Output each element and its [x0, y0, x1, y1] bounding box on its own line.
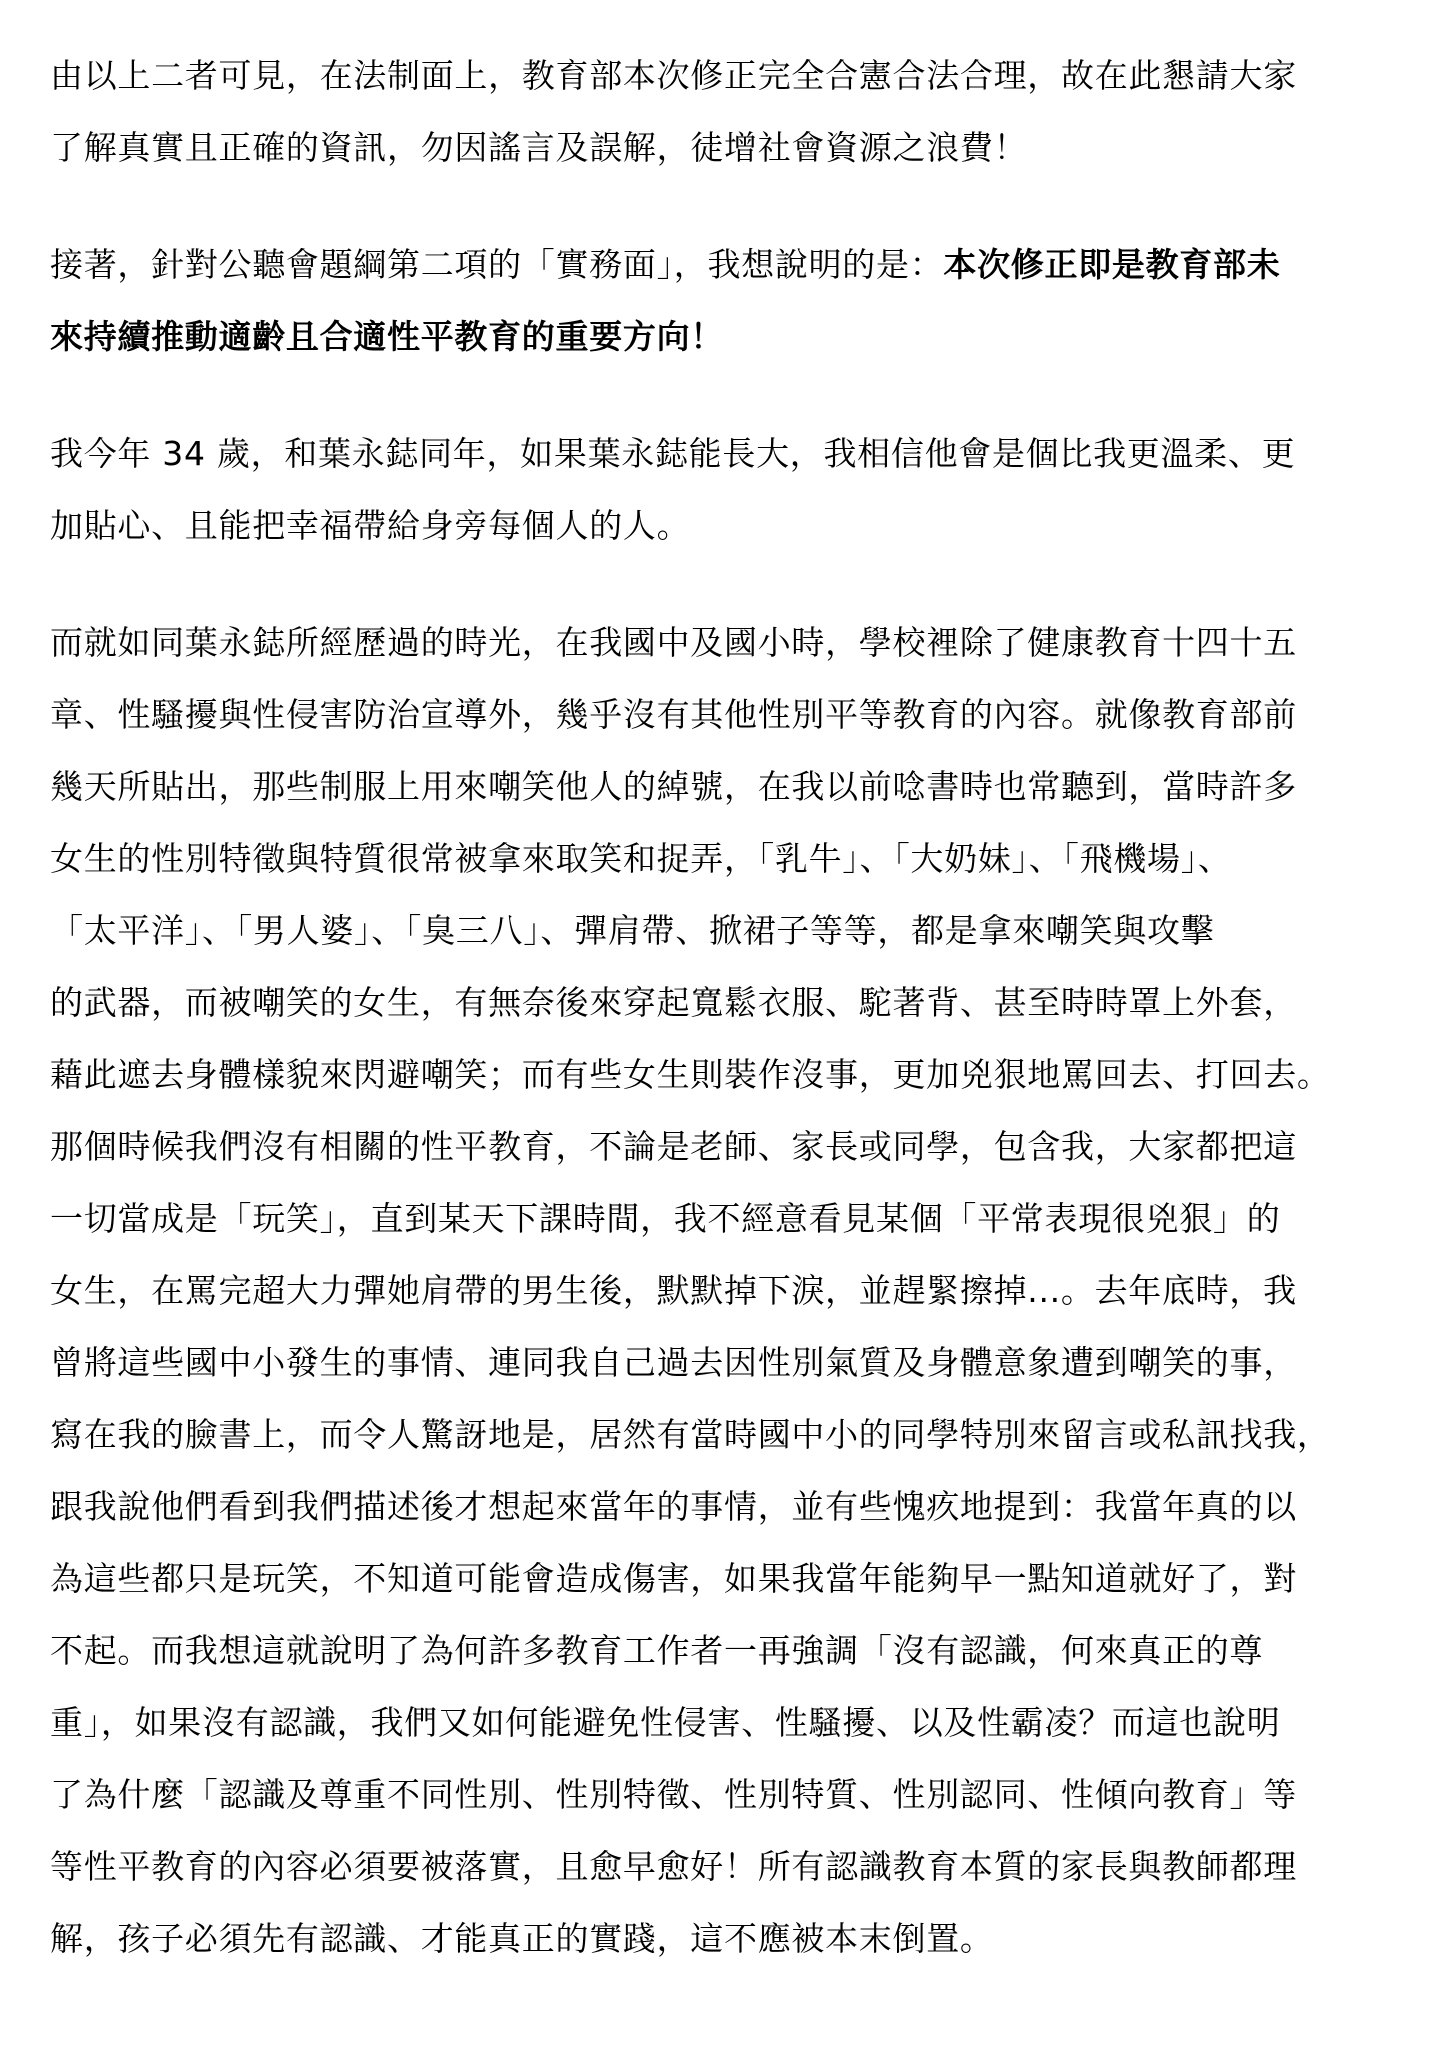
paragraph: [50, 229, 1390, 373]
text-line: [50, 1831, 1390, 1903]
text-run: 女生，在罵完超大力彈她肩帶的男生後，默默掉下淚，並趕緊擦掉...。去年底時，我: [50, 1271, 1297, 1310]
text-run: 章、性騷擾與性侵害防治宣導外，幾乎沒有其他性別平等教育的內容。就像教育部前: [50, 695, 1297, 734]
text-line: [50, 1327, 1390, 1399]
text-run: 寫在我的臉書上，而令人驚訝地是，居然有當時國中小的同學特別來留言或私訊找我，: [50, 1415, 1331, 1454]
text-line: [50, 967, 1390, 1039]
bold-text-run: 本次修正即是教育部未: [943, 245, 1281, 284]
text-run: 了解真實且正確的資訊，勿因謠言及誤解，徒增社會資源之浪費！: [50, 128, 1028, 167]
text-run: 為這些都只是玩笑，不知道可能會造成傷害，如果我當年能夠早一點知道就好了，對: [50, 1559, 1297, 1598]
text-line: [50, 1471, 1390, 1543]
text-line: [50, 823, 1390, 895]
paragraph: [50, 418, 1390, 562]
text-run: 不起。而我想這就說明了為何許多教育工作者一再強調「沒有認識，何來真正的尊: [50, 1631, 1264, 1670]
text-line: [50, 229, 1390, 301]
text-line: [50, 607, 1390, 679]
text-run: 加貼心、且能把幸福帶給身旁每個人的人。: [50, 506, 691, 545]
text-run: 跟我說他們看到我們描述後才想起來當年的事情，並有些愧疚地提到：我當年真的以: [50, 1487, 1297, 1526]
text-line: [50, 1759, 1390, 1831]
text-line: [50, 301, 1390, 373]
text-run: 幾天所貼出，那些制服上用來嘲笑他人的綽號，在我以前唸書時也常聽到，當時許多: [50, 767, 1297, 806]
text-line: [50, 1687, 1390, 1759]
text-line: [50, 112, 1390, 184]
text-run: 一切當成是「玩笑」，直到某天下課時間，我不經意看見某個「平常表現很兇狠」的: [50, 1199, 1281, 1238]
text-run: 曾將這些國中小發生的事情、連同我自己過去因性別氣質及身體意象遭到嘲笑的事，: [50, 1343, 1297, 1382]
text-line: [50, 490, 1390, 562]
text-run: 由以上二者可見，在法制面上，教育部本次修正完全合憲合法合理，故在此懇請大家: [50, 56, 1297, 95]
text-line: [50, 1615, 1390, 1687]
text-run: 解，孩子必須先有認識、才能真正的實踐，這不應被本末倒置。: [50, 1919, 994, 1958]
text-line: [50, 751, 1390, 823]
text-run: 而就如同葉永鋕所經歷過的時光，在我國中及國小時，學校裡除了健康教育十四十五: [50, 623, 1297, 662]
text-run: 我今年 34 歲，和葉永鋕同年，如果葉永鋕能長大，我相信他會是個比我更溫柔、更: [50, 434, 1296, 473]
text-line: [50, 679, 1390, 751]
text-line: [50, 1039, 1390, 1111]
text-run: 女生的性別特徵與特質很常被拿來取笑和捉弄，「乳牛」、「大奶妹」、「飛機場」、: [50, 839, 1232, 878]
text-line: [50, 1111, 1390, 1183]
text-run: 接著，針對公聽會題綱第二項的「實務面」，我想說明的是：: [50, 245, 944, 284]
text-run: 等性平教育的內容必須要被落實，且愈早愈好！所有認識教育本質的家長與教師都理: [50, 1847, 1297, 1886]
text-run: 的武器，而被嘲笑的女生，有無奈後來穿起寬鬆衣服、駝著背、甚至時時罩上外套，: [50, 983, 1297, 1022]
text-run: 「太平洋」、「男人婆」、「臭三八」、彈肩帶、掀裙子等等，都是拿來嘲笑與攻擊: [50, 911, 1215, 950]
paragraph: [50, 40, 1390, 184]
text-line: [50, 1183, 1390, 1255]
text-run: 重」，如果沒有認識，我們又如何能避免性侵害、性騷擾、以及性霸凌？而這也說明: [50, 1703, 1281, 1742]
text-line: [50, 40, 1390, 112]
bold-text-run: 來持續推動適齡且合適性平教育的重要方向！: [50, 317, 724, 356]
paragraph: [50, 607, 1390, 1975]
document-page: [50, 40, 1390, 2020]
text-line: [50, 1399, 1390, 1471]
text-line: [50, 418, 1390, 490]
text-run: 藉此遮去身體樣貌來閃避嘲笑；而有些女生則裝作沒事，更加兇狠地罵回去、打回去。: [50, 1055, 1331, 1094]
text-line: [50, 895, 1390, 967]
text-run: 那個時候我們沒有相關的性平教育，不論是老師、家長或同學，包含我，大家都把這: [50, 1127, 1297, 1166]
text-run: 了為什麼「認識及尊重不同性別、性別特徵、性別特質、性別認同、性傾向教育」等: [50, 1775, 1297, 1814]
text-line: [50, 1903, 1390, 1975]
text-line: [50, 1255, 1390, 1327]
text-line: [50, 1543, 1390, 1615]
